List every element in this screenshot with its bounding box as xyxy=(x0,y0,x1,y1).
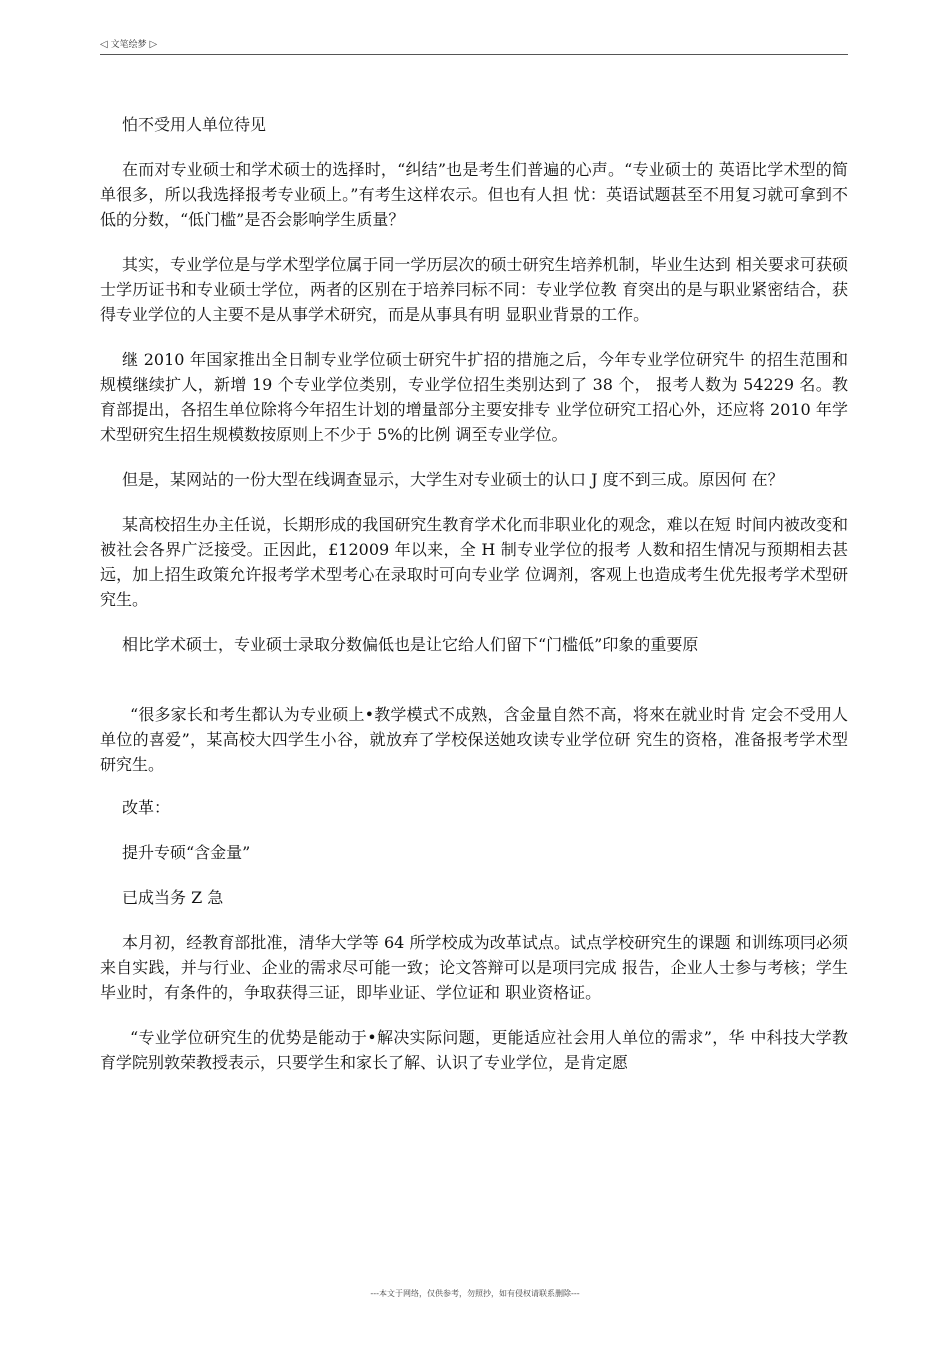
paragraph: 相比学术硕士，专业硕士录取分数偏低也是让它给人们留下“门槛低”印象的重要原 xyxy=(122,635,699,654)
header-title: 文笔绘梦 xyxy=(110,40,147,50)
paragraph: “专业学位研究生的优势是能动于•解决实际问题，更能适应社会用人单位的需求”，华 中科技大学教育学院别敦荣教授表示，只要学生和家长了解、认识了专业学位，是肯定愿 xyxy=(100,1028,848,1072)
section-heading: 改革： xyxy=(122,798,171,817)
section-heading: 提升专硕“含金量” xyxy=(122,843,251,862)
paragraph: 某高校招生办主任说，长期形成的我国研究生教育学术化而非职业化的观念，难以在短 时间内被改变和被社会各界广泛接受。正因此，£12009 年以来，全 H 制专业学位的报考 人数和招生情况与预期相去甚远，加上招生政策允许报考学术型考心在录取时可向专业学 位调剂，客观上也造成考生优先报考学术型研究生。 xyxy=(100,515,848,609)
page-footer: ---本文于网络，仅供参考，勿照抄，如有侵权请联系删除--- xyxy=(370,1289,580,1298)
paragraph: “很多家长和考生都认为专业硕上•教学模式不成熟，含金量自然不高，将來在就业时肯 定会不受用人单位的喜爱”，某高校大四学生小谷，就放弃了学校保送她攻读专业学位研 究生的资格，准备报考学术型研究生。 xyxy=(100,705,848,774)
document-body xyxy=(100,112,848,1075)
paragraph: 本月初，经教育部批准，清华大学等 64 所学校成为改革试点。试点学校研究生的课题 和训练项冃必须来自实践，并与行业、企业的需求尽可能一致；论文答辩可以是项冃完成 报告，企业人士参与考核；学生毕业时，有条件的，争取获得三证，即毕业证、学位证和 职业资格证。 xyxy=(100,933,848,1002)
page-header xyxy=(100,38,848,55)
left-triangle-icon: ◁ xyxy=(100,39,108,50)
paragraph: 继 2010 年国家推出全日制专业学位硕士研究牛扩招的措施之后，今年专业学位研究牛 的招生范围和规模继续扩人，新增 19 个专业学位类别，专业学位招生类别达到了 38 个， 报考人数为 54229 名。教育部提出，各招生单位除将今年招生计划的增量部分主要安排专 业学位研究工招心外，还应将 2010 年学术型研究生招生规模数按原则上不少于 5%的比例 调至专业学位。 xyxy=(100,350,848,444)
section-heading: 已成当务 Z 急 xyxy=(122,888,224,907)
right-triangle-icon: ▷ xyxy=(149,39,158,50)
paragraph: 在而对专业硕士和学术硕士的选择时，“纠结”也是考生们普遍的心声。“专业硕士的 英语比学术型的简单很多，所以我选择报考专业硕上。”有考生这样农示。但也有人担 忧：英语试题甚至不用复习就可拿到不低的分数，“低门槛”是否会影响学生质量？ xyxy=(100,160,848,229)
paragraph-heading-1: 怕不受用人单位待见 xyxy=(122,115,267,134)
paragraph: 但是，某网站的一份大型在线调查显示，大学生对专业硕士的认口 J 度不到三成。原因何 在？ xyxy=(122,470,784,489)
paragraph: 其实，专业学位是与学术型学位属于同一学历层次的硕士研究生培养机制，毕业生达到 相关要求可获硕士学历证书和专业硕士学位，两者的区别在于培养冃标不同：专业学位教 育突出的是与职业紧密结合，获得专业学位的人主要不是从事学术研究，而是从事具有明 显职业背景的工作。 xyxy=(100,255,848,324)
